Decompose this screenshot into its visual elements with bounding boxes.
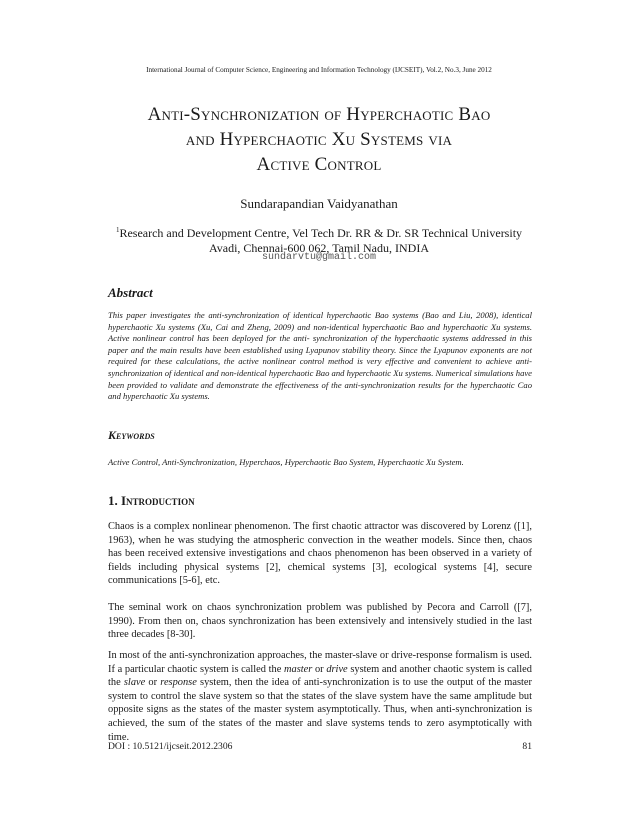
intro-p3-response: response bbox=[160, 677, 197, 689]
intro-p3-drive: drive bbox=[326, 663, 348, 675]
journal-header: International Journal of Computer Science, Engineering and Information Technology (IJCSEIT), Vol.2, No.3, June 2012 bbox=[146, 66, 492, 74]
author-name: Sundarapandian Vaidyanathan bbox=[240, 196, 398, 211]
intro-p3-part-a: In most of the anti-synchronization approaches, the master-slave or drive-response formalism is used. If a particular chaotic system is called the bbox=[108, 650, 532, 675]
author-email[interactable]: sundarvtu@gmail.com bbox=[261, 252, 377, 263]
intro-paragraph-2: The seminal work on chaos synchronization problem was published by Pecora and Carroll ([7], 1990). From then on, chaos synchronization has been extensively and intensively studied in the last three decades [8-30]. bbox=[108, 602, 532, 641]
doi-footer: DOI : 10.5121/ijcseit.2012.2306 bbox=[108, 741, 233, 752]
abstract-heading: Abstract bbox=[108, 285, 153, 300]
introduction-heading: 1. Introduction bbox=[108, 493, 195, 508]
affiliation-line-1 bbox=[0, 223, 638, 241]
intro-p3-or-1: or bbox=[312, 663, 327, 675]
paper-title bbox=[60, 102, 578, 177]
intro-p3-part-c: system, then the idea of anti-synchronization is to use the output of the master system to control the slave system so that the states of the slave system have the same amplitude but opposite signs as the states of the master system asymptotically. Thus, when anti-synchronization is achieved, the sum of the states of the master and slave systems tends to zero asymptotically with time. bbox=[108, 677, 532, 743]
affiliation-marker: 1 bbox=[115, 226, 120, 234]
intro-paragraph-1: Chaos is a complex nonlinear phenomenon. The first chaotic attractor was discovered by Lorenz ([1], 1963), when he was studying the atmospheric convection in the weather models. Since then, chaos has been received extensive investigations and chaos phenomenon has been observed in a variety of fields including physical systems [2], chemical systems [3], ecological systems [4], secure communications [5-6], etc. bbox=[108, 521, 532, 587]
affiliation-line-2: Avadi, Chennai-600 062, Tamil Nadu, INDIA bbox=[208, 241, 429, 255]
abstract-body: This paper investigates the anti-synchronization of identical hyperchaotic Bao systems (Bao and Liu, 2008), identical hyperchaotic Xu systems (Xu, Cai and Zheng, 2009) and non-identical hyperchaotic Bao and hyperchaotic Xu systems. Active nonlinear control has been deployed for the anti- synchronization of the hyperchaotic systems addressed in this paper and the main results have been established using Lyapunov stability theory. Since the Lyapunov exponents are not required for these calculations, the active nonlinear control method is very effective and convenient to achieve anti-synchronization of identical and non-identical hyperchaotic Bao and hyperchaotic Xu systems. Numerical simulations have been provided to validate and demonstrate the effectiveness of the anti-synchronization results for the hyperchaotic Cao and hyperchaotic Xu systems. bbox=[108, 310, 532, 402]
page-number: 81 bbox=[522, 741, 532, 752]
intro-p3-part-b: system and another chaotic system is called the bbox=[108, 663, 532, 689]
intro-paragraph-3 bbox=[108, 649, 532, 744]
affiliation-institution: Research and Development Centre, Vel Tech Dr. RR & Dr. SR Technical University bbox=[119, 226, 523, 240]
intro-p3-slave: slave bbox=[123, 677, 146, 689]
title-line-3: Active Control bbox=[256, 154, 382, 175]
keywords-body: Active Control, Anti-Synchronization, Hyperchaos, Hyperchaotic Bao System, Hyperchaotic Xu System. bbox=[108, 457, 464, 467]
keywords-heading: Keywords bbox=[108, 428, 155, 442]
title-line-1: Anti-Synchronization of Hyperchaotic Bao bbox=[147, 104, 491, 125]
title-line-2: and Hyperchaotic Xu Systems via bbox=[185, 129, 453, 150]
intro-p3-or-2: or bbox=[145, 677, 161, 689]
intro-p3-master: master bbox=[284, 663, 313, 675]
